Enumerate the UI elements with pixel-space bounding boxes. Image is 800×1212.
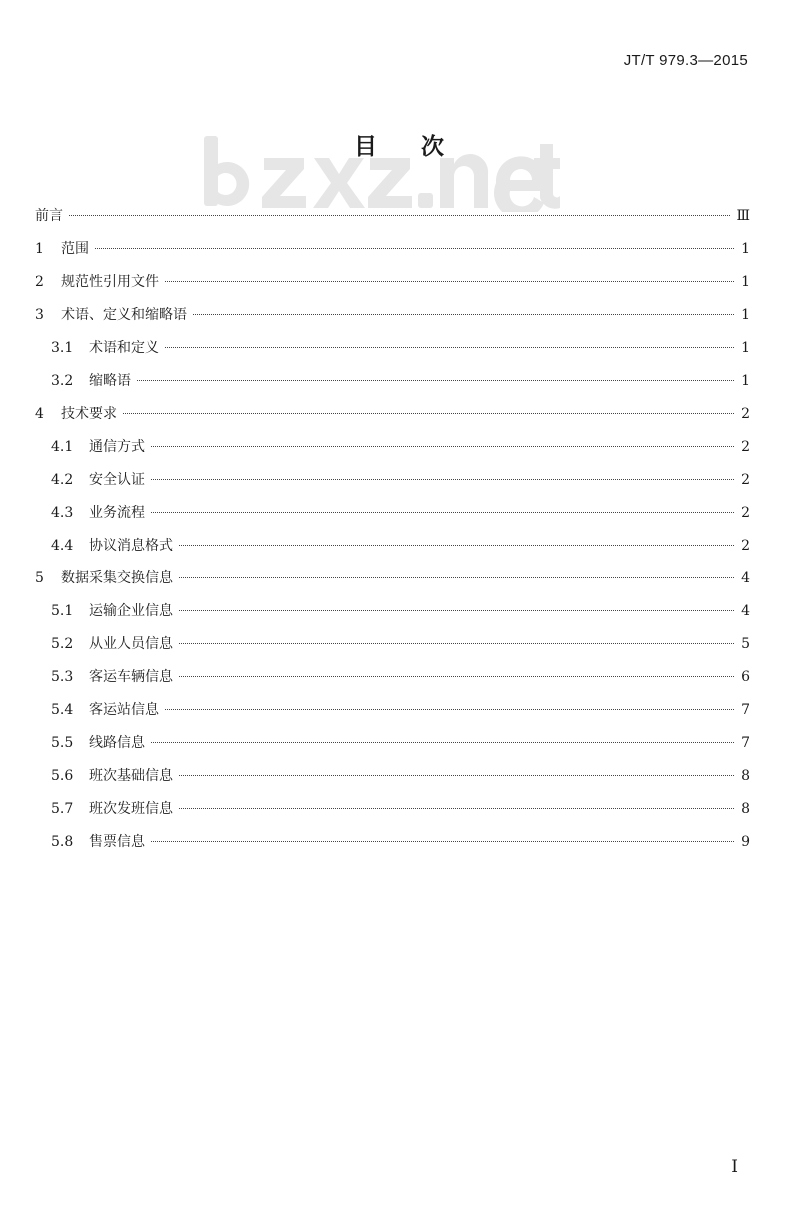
toc-entry[interactable] [35,305,750,325]
toc-entry-page: 2 [741,504,750,521]
dot-leader [137,379,734,381]
toc-entry-label: 客运车辆信息 [89,669,173,686]
toc-entry[interactable] [51,437,750,457]
toc-entry-page: 4 [741,603,750,620]
dot-leader [179,807,734,809]
dot-leader [151,478,734,480]
toc-entry-label: 线路信息 [89,735,145,752]
toc-entry-number: 4.2 [51,471,74,488]
toc-entry[interactable] [51,601,750,621]
toc-entry-label: 从业人员信息 [89,636,173,653]
title-char-2: 次 [421,134,446,160]
dot-leader [193,313,734,315]
toc-entry[interactable] [35,206,750,226]
dot-leader [179,576,734,578]
toc-entry-page: 5 [741,636,750,653]
toc-entry-number: 5.6 [51,768,74,785]
toc-entry-number: 1 [35,240,44,257]
toc-entry-number: 5.8 [51,834,74,851]
toc-entry-number: 4.3 [51,504,74,521]
toc-entry-number: 3.2 [51,372,74,389]
toc-entry-page: 7 [741,735,750,752]
dot-leader [179,642,734,644]
toc-entry-page: 1 [741,372,750,389]
toc-entry-number: 4.4 [51,537,74,554]
toc-entry-page: 6 [741,669,750,686]
toc-entry-page: 2 [741,405,750,422]
toc-entry-page: 7 [741,702,750,719]
dot-leader [95,247,734,249]
toc-entry[interactable] [51,371,750,391]
toc-entry-number: 4.1 [51,438,74,455]
toc-entry[interactable] [51,700,750,720]
toc-entry-page: 8 [741,768,750,785]
toc-entry[interactable] [35,239,750,259]
toc-entry-label: 前言 [35,208,63,224]
toc-entry-page: 1 [741,240,750,257]
toc-entry-number: 2 [35,273,44,290]
toc-entry-number: 5.4 [51,702,74,719]
toc-entry[interactable] [51,503,750,523]
toc-entry-label: 通信方式 [89,438,145,455]
toc-entry-label: 班次基础信息 [89,768,173,785]
toc-entry-page: 2 [741,471,750,488]
toc-entry-label: 技术要求 [61,405,117,422]
toc-entry[interactable] [51,733,750,753]
dot-leader [123,412,734,414]
toc-entry[interactable] [51,766,750,786]
dot-leader [151,511,734,513]
toc-entry-number: 5.7 [51,801,74,818]
dot-leader [179,774,734,776]
toc-entry-page: 9 [741,834,750,851]
toc-entry-label: 术语、定义和缩略语 [61,306,187,323]
toc-entry-label: 范围 [61,240,89,257]
toc-entry[interactable] [35,404,750,424]
toc-entry[interactable] [51,832,750,852]
title-char-1: 目 [354,134,379,160]
dot-leader [165,346,734,348]
toc-entry-label: 数据采集交换信息 [61,570,173,587]
toc-entry-page: 1 [741,273,750,290]
toc-entry-page: 2 [741,537,750,554]
toc-entry-number: 5.2 [51,636,74,653]
toc-entry[interactable] [51,338,750,358]
dot-leader [179,675,734,677]
dot-leader [165,708,734,710]
dot-leader [151,445,734,447]
toc-entry[interactable] [51,667,750,687]
toc-entry-label: 客运站信息 [89,702,159,719]
dot-leader [151,741,734,743]
toc-entry[interactable] [51,634,750,654]
toc-entry-number: 5.3 [51,669,74,686]
dot-leader [151,840,734,842]
toc-entry-number: 4 [35,405,44,422]
toc-entry[interactable] [51,799,750,819]
toc-entry[interactable] [35,272,750,292]
toc-entry-page: 8 [741,801,750,818]
toc-entry-page: 1 [741,306,750,323]
toc-entry-number: 5.1 [51,603,74,620]
toc-entry-number: 5 [35,570,44,587]
toc-entry-label: 术语和定义 [89,339,159,356]
toc-entry-label: 安全认证 [89,471,145,488]
toc-entry-label: 运输企业信息 [89,603,173,620]
toc-entry[interactable] [51,536,750,556]
toc-entry-label: 缩略语 [89,372,131,389]
toc-entry-label: 售票信息 [89,834,145,851]
toc-entry-label: 协议消息格式 [89,537,173,554]
toc-entry-label: 班次发班信息 [89,801,173,818]
toc-entry[interactable] [35,568,750,588]
toc-entry-label: 规范性引用文件 [61,273,159,290]
dot-leader [179,544,734,546]
toc-entry-page: 1 [741,339,750,356]
toc-entry-page: 4 [741,570,750,587]
standard-code: JT/T 979.3—2015 [623,52,748,69]
toc-entry-number: 3 [35,306,44,323]
toc-entry-number: 3.1 [51,339,74,356]
dot-leader [179,609,734,611]
dot-leader [69,214,730,216]
toc-entry-page: 2 [741,438,750,455]
toc-entry-number: 5.5 [51,735,74,752]
toc-entry-label: 业务流程 [89,504,145,521]
toc-entry-page: Ⅲ [736,208,750,224]
toc-entry[interactable] [51,470,750,490]
dot-leader [165,280,734,282]
page-folio: I [731,1157,738,1177]
